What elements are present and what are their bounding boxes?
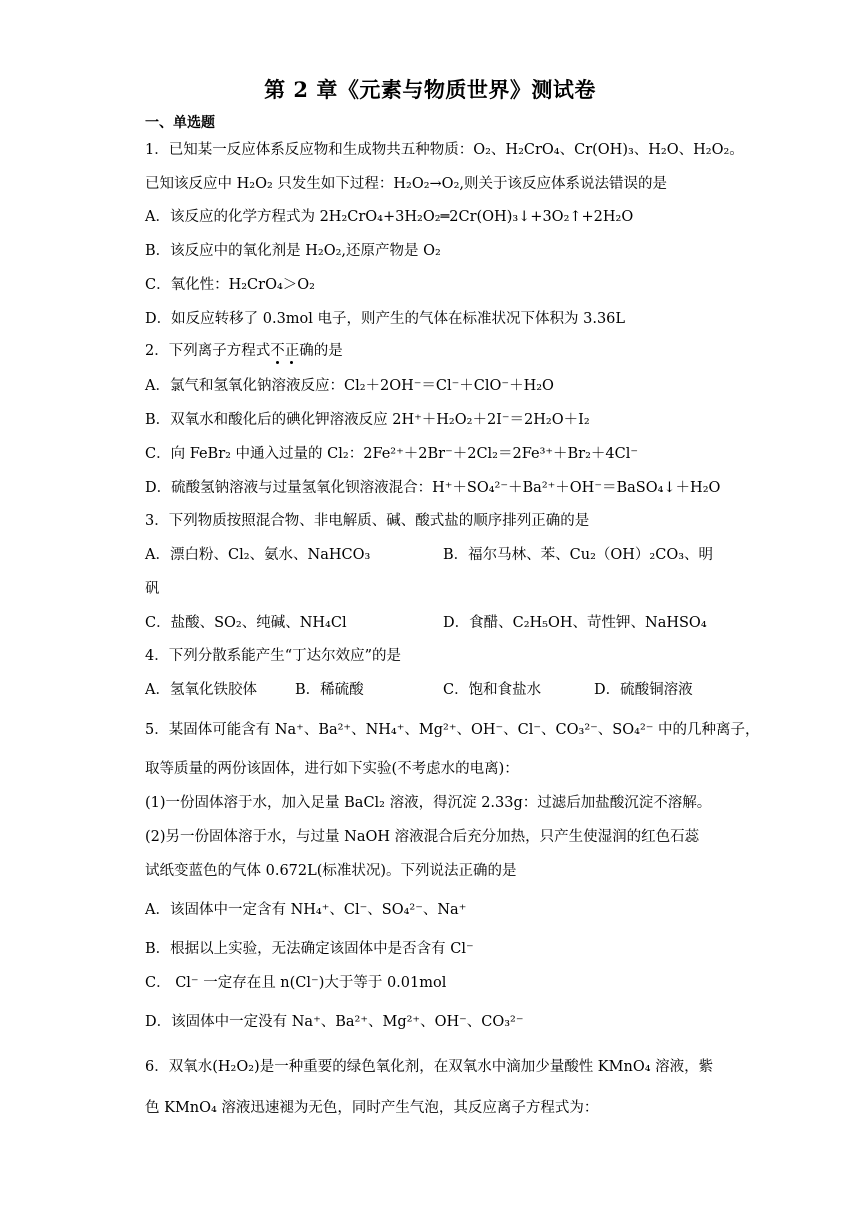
q4-stem: 4．下列分散系能产生“丁达尔效应”的是 — [145, 648, 402, 664]
q5-stem-line1: 5．某固体可能含有 Na⁺、Ba²⁺、NH₄⁺、Mg²⁺、OH⁻、Cl⁻、CO₃²⁻、SO₄²⁻ 中的几种离子， — [145, 722, 760, 738]
q4-option-c: C．饱和食盐水 — [443, 682, 542, 698]
q5-stem-line2: 取等质量的两份该固体，进行如下实验(不考虑水的电离)： — [145, 761, 519, 777]
q1-stem-line1: 1．已知某一反应体系反应物和生成物共五种物质：O₂、H₂CrO₄、Cr(OH)₃、H₂O、H₂O₂。 — [145, 142, 744, 158]
q5-experiment-1: (1)一份固体溶于水，加入足量 BaCl₂ 溶液，得沉淀 2.33g：过滤后加盐酸沉淀不溶解。 — [145, 795, 712, 811]
q1-option-d: D．如反应转移了 0.3mol 电子，则产生的气体在标准状况下体积为 3.36L — [145, 311, 626, 327]
q4-option-d: D．硫酸铜溶液 — [594, 682, 693, 698]
q3-option-b: B．福尔马林、苯、Cu₂（OH）₂CO₃、明 — [443, 547, 714, 563]
q3-option-b-continued: 矾 — [145, 581, 160, 597]
q3-option-a: A．漂白粉、Cl₂、氨水、NaHCO₃ — [145, 547, 371, 563]
q2-option-c: C．向 FeBr₂ 中通入过量的 Cl₂：2Fe²⁺＋2Br⁻＋2Cl₂＝2Fe³⁺＋Br₂＋4Cl⁻ — [145, 446, 639, 462]
q5-option-c: C． Cl⁻ 一定存在且 n(Cl⁻)大于等于 0.01mol — [145, 975, 447, 991]
q1-stem-line2: 已知该反应中 H₂O₂ 只发生如下过程：H₂O₂→O₂,则关于该反应体系说法错误的是 — [145, 176, 667, 192]
q2-stem-emphasis-1: 不 — [270, 343, 285, 359]
q4-option-a: A．氢氧化铁胶体 — [145, 682, 257, 698]
q5-experiment-2-line2: 试纸变蓝色的气体 0.672L(标准状况)。下列说法正确的是 — [145, 863, 517, 879]
q5-experiment-2-line1: (2)另一份固体溶于水，与过量 NaOH 溶液混合后充分加热，只产生使湿润的红色石蕊 — [145, 829, 700, 845]
q2-option-b: B．双氧水和酸化后的碘化钾溶液反应 2H⁺＋H₂O₂＋2I⁻＝2H₂O＋I₂ — [145, 412, 590, 428]
q3-stem: 3．下列物质按照混合物、非电解质、碱、酸式盐的顺序排列正确的是 — [145, 513, 590, 529]
q6-stem-line2: 色 KMnO₄ 溶液迅速褪为无色，同时产生气泡，其反应离子方程式为： — [145, 1100, 599, 1116]
section-heading: 一、单选题 — [145, 115, 215, 131]
q2-option-a: A．氯气和氢氧化钠溶液反应：Cl₂＋2OH⁻＝Cl⁻＋ClO⁻＋H₂O — [145, 378, 554, 394]
q1-option-c: C．氧化性：H₂CrO₄＞O₂ — [145, 277, 315, 293]
q2-stem-pre: 2．下列离子方程式 — [145, 343, 271, 359]
q4-option-b: B．稀硫酸 — [295, 682, 364, 698]
q2-stem — [145, 341, 343, 361]
q5-option-a: A．该固体中一定含有 NH₄⁺、Cl⁻、SO₄²⁻、Na⁺ — [145, 902, 467, 918]
q5-option-b: B．根据以上实验，无法确定该固体中是否含有 Cl⁻ — [145, 941, 474, 957]
q3-option-c: C．盐酸、SO₂、纯碱、NH₄Cl — [145, 615, 347, 631]
q3-option-d: D．食醋、C₂H₅OH、苛性钾、NaHSO₄ — [443, 615, 707, 631]
q2-option-d: D．硫酸氢钠溶液与过量氢氧化钡溶液混合：H⁺＋SO₄²⁻＋Ba²⁺＋OH⁻＝BaSO₄↓＋H₂O — [145, 480, 721, 496]
q6-stem-line1: 6．双氧水(H₂O₂)是一种重要的绿色氧化剂，在双氧水中滴加少量酸性 KMnO₄ 溶液，紫 — [145, 1059, 714, 1075]
q1-option-a: A．该反应的化学方程式为 2H₂CrO₄+3H₂O₂═2Cr(OH)₃↓+3O₂↑+2H₂O — [145, 209, 634, 225]
q2-stem-emphasis-2: 正 — [284, 343, 300, 359]
page-title: 第 2 章《元素与物质世界》测试卷 — [264, 77, 596, 102]
q1-option-b: B．该反应中的氧化剂是 H₂O₂,还原产物是 O₂ — [145, 243, 441, 259]
q5-option-d: D．该固体中一定没有 Na⁺、Ba²⁺、Mg²⁺、OH⁻、CO₃²⁻ — [145, 1014, 524, 1030]
q2-stem-post: 确的是 — [299, 343, 343, 359]
